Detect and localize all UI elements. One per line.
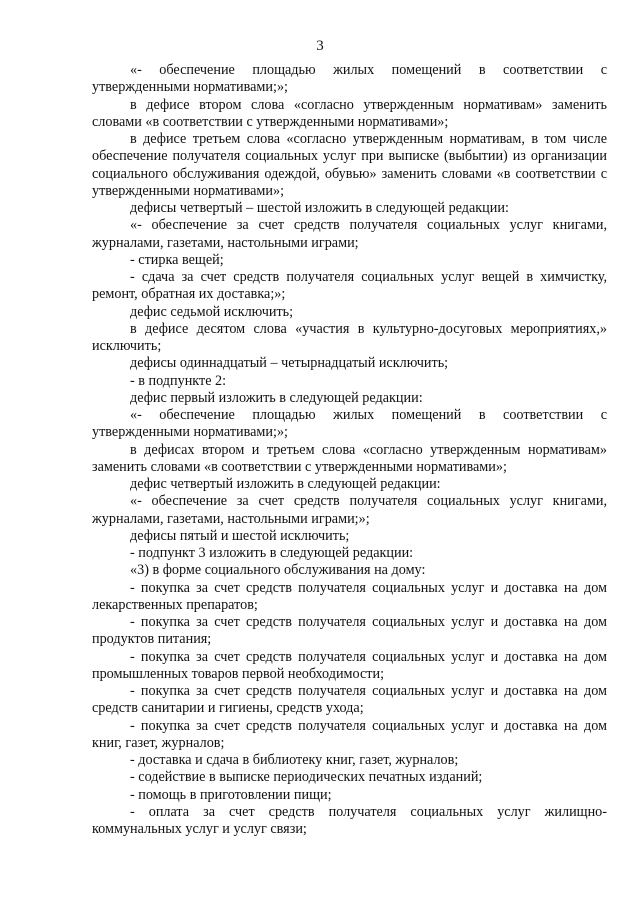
paragraph: - покупка за счет средств получателя социальных услуг и доставка на дом продуктов питания; [92, 614, 607, 648]
paragraph: - покупка за счет средств получателя социальных услуг и доставка на дом лекарственных препаратов; [92, 579, 607, 613]
paragraph: - сдача за счет средств получателя социальных услуг вещей в химчистку, ремонт, обратная их доставка;»; [92, 269, 607, 303]
paragraph: - покупка за счет средств получателя социальных услуг и доставка на дом средств санитарии и гигиены, средств ухода; [92, 683, 607, 717]
paragraph: - помощь в приготовлении пищи; [130, 786, 332, 803]
paragraph: «- обеспечение за счет средств получателя социальных услуг книгами, журналами, газетами, настольными играми; [92, 217, 607, 251]
paragraph: в дефисе десятом слова «участия в культурно-досуговых мероприятиях,» исключить; [92, 320, 607, 354]
paragraph: «- обеспечение площадью жилых помещений в соответствии с утвержденными нормативами;»; [92, 407, 607, 441]
paragraph: дефисы пятый и шестой исключить; [130, 527, 350, 544]
paragraph: «3) в форме социального обслуживания на дому: [130, 562, 426, 579]
paragraph: дефисы четвертый – шестой изложить в следующей редакции: [130, 200, 509, 216]
paragraph: - оплата за счет средств получателя социальных услуг жилищно-коммунальных услуг и услуг связи; [92, 803, 607, 837]
paragraph: в дефисе втором слова «согласно утвержденным нормативам» заменить словами «в соответствии с утвержденными нормативами»; [92, 96, 607, 130]
paragraph: - покупка за счет средств получателя социальных услуг и доставка на дом книг, газет, журналов; [92, 717, 607, 751]
paragraph: «- обеспечение за счет средств получателя социальных услуг книгами, журналами, газетами, настольными играми;»; [92, 493, 607, 527]
paragraph: дефис четвертый изложить в следующей редакции: [130, 476, 441, 492]
paragraph: дефис первый изложить в следующей редакции: [130, 389, 423, 406]
paragraph: - доставка и сдача в библиотеку книг, газет, журналов; [130, 752, 459, 768]
document-body [92, 62, 607, 838]
paragraph: - в подпункте 2: [130, 372, 227, 389]
paragraph: дефисы одиннадцатый – четырнадцатый исключить; [130, 355, 449, 372]
paragraph: в дефисах втором и третьем слова «согласно утвержденным нормативам» заменить словами «в соответствии с утвержденными нормативами»; [92, 441, 607, 475]
paragraph: в дефисе третьем слова «согласно утвержденным нормативам, в том числе обеспечение получателя социальных услуг при выписке (выбытии) из организации социального обслуживания одеждой, обувью» заменить словами «в соответствии с утвержденными нормативами»; [92, 131, 607, 199]
page-number: 3 [316, 38, 324, 54]
paragraph: - содействие в выписке периодических печатных изданий; [130, 769, 483, 786]
paragraph: - стирка вещей; [130, 251, 224, 268]
paragraph: «- обеспечение площадью жилых помещений в соответствии с утвержденными нормативами;»; [92, 62, 607, 96]
paragraph: - покупка за счет средств получателя социальных услуг и доставка на дом промышленных товаров первой необходимости; [92, 648, 607, 682]
paragraph: - подпункт 3 изложить в следующей редакции: [130, 545, 414, 561]
paragraph: дефис седьмой исключить; [130, 303, 294, 320]
